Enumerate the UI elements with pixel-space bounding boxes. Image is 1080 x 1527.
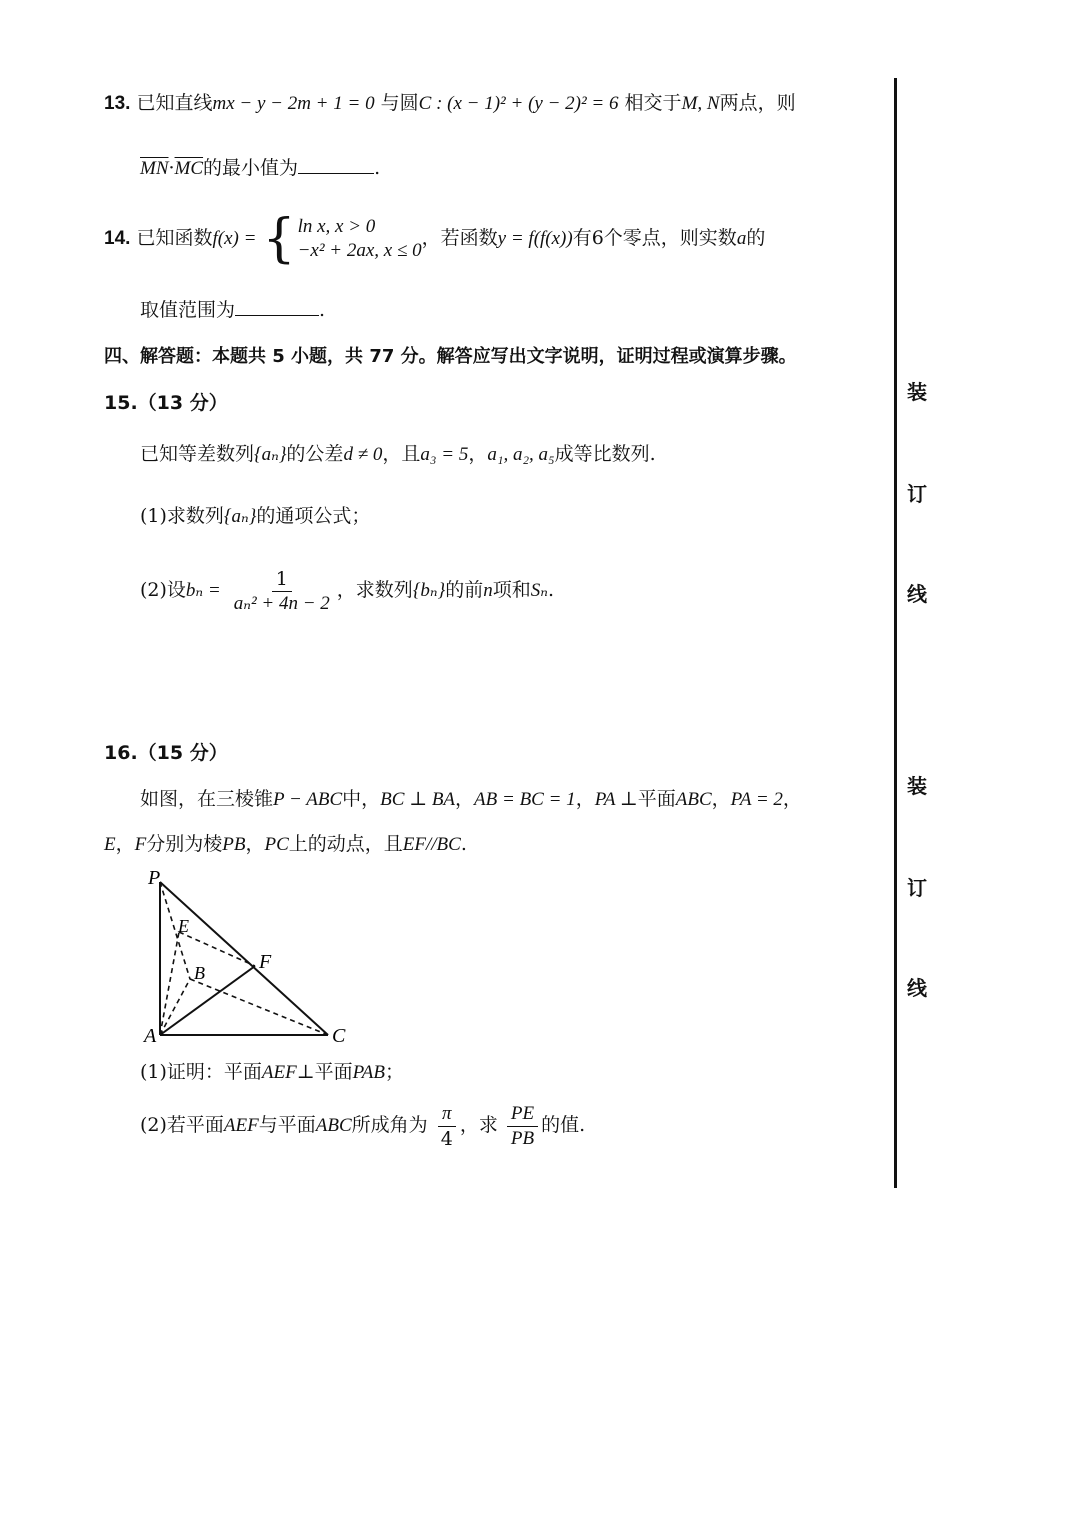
q16-cond-perp: BC ⊥ BA xyxy=(380,789,456,810)
q16-s2-c: ， xyxy=(245,833,265,855)
q16-s1-g: ， xyxy=(782,788,802,810)
q16-s2-a: ， xyxy=(115,833,135,855)
q16-p1-b: 平面 xyxy=(314,1061,353,1083)
q15-p2-seq: {bₙ} xyxy=(412,580,446,601)
q13-line2 xyxy=(140,155,380,182)
q15-stem-c: ，且 xyxy=(382,443,421,465)
q16-s2-b: 分别为棱 xyxy=(146,833,223,855)
q15-p2-a: (2)设 xyxy=(140,579,186,601)
q14-tail: 有6个零点，则实数 xyxy=(572,227,737,249)
q14-fx: f(x) = xyxy=(212,228,257,249)
q15-p2-b: ，求数列 xyxy=(336,579,413,601)
q14-number: 14. xyxy=(104,228,131,249)
q14-case-2: −x² + 2ax, x ≤ 0 xyxy=(297,240,422,261)
q14-intro: 已知函数 xyxy=(136,227,213,249)
q13-circle-equation: C : (x − 1)² + (y − 2)² = 6 xyxy=(418,93,619,114)
q16-s1-b: 中， xyxy=(342,788,381,810)
q16-p1-aef: AEF xyxy=(261,1062,297,1083)
binding-line xyxy=(894,78,897,1188)
q15-seq: {aₙ} xyxy=(254,444,287,465)
q16-p1-end: ； xyxy=(385,1061,405,1083)
q15-p2-c: 的前 xyxy=(445,579,484,601)
q15-stem-a: 已知等差数列 xyxy=(140,443,255,465)
edge-ef xyxy=(179,932,255,966)
left-brace-icon: { xyxy=(262,209,296,269)
label-e: E xyxy=(178,916,189,936)
section-4-title: 四、解答题：本题共 5 小题，共 77 分。解答应写出文字说明，证明过程或演算步骤。 xyxy=(104,346,797,367)
q13-number: 13. xyxy=(104,93,131,114)
q15-part1 xyxy=(140,503,370,530)
q16-p1-pab: PAB xyxy=(352,1062,386,1083)
q16-s1-d: ， xyxy=(575,788,595,810)
q14-cases xyxy=(298,215,422,263)
q14-piecewise xyxy=(262,209,422,269)
q15-header: 15.（13 分） xyxy=(104,392,228,414)
q14-line1 xyxy=(104,208,765,269)
edge-pc xyxy=(160,882,328,1035)
q15-cond-a3: a₃ = 5 xyxy=(420,444,469,465)
q15-cond-geo: a₁, a₂, a₅ xyxy=(487,444,555,465)
q15-p2-bn: bₙ = xyxy=(185,580,221,601)
q15-p2-d: 项和 xyxy=(492,579,531,601)
q13-dot: · xyxy=(168,157,175,179)
q13-end: . xyxy=(374,157,381,179)
q14-range-text: 取值范围为 xyxy=(140,299,236,321)
q15-stem-d: ， xyxy=(468,443,488,465)
q13-text-a: 已知直线 xyxy=(136,92,213,114)
q16-part2 xyxy=(140,1097,585,1154)
q13-text-c: 相交于 xyxy=(624,92,682,114)
q16-part1 xyxy=(140,1059,404,1086)
q15-p2-sn: Sₙ xyxy=(530,580,548,601)
q16-ef-parallel: EF//BC xyxy=(402,834,461,855)
q16-s1-f: ， xyxy=(711,788,731,810)
q16-ratio-fraction xyxy=(507,1102,538,1151)
margin-char-top-1: 装 xyxy=(907,380,927,404)
q15-stem xyxy=(140,441,656,468)
q14-end: . xyxy=(319,299,326,321)
q16-p1-a: (1)证明：平面 xyxy=(140,1061,262,1083)
q15-p1-a: (1)求数列 xyxy=(140,505,224,527)
q16-s1-c: ， xyxy=(455,788,475,810)
margin-char-top-2: 订 xyxy=(907,482,927,506)
label-a: A xyxy=(144,1025,157,1047)
edge-bc xyxy=(190,979,328,1035)
q16-e: E xyxy=(104,834,116,855)
q13-text-d: 两点，则 xyxy=(719,92,796,114)
q13-vector-mc: $\overline{MC}$ xyxy=(174,158,204,179)
label-b: B xyxy=(194,963,205,983)
q14-tail2: 的 xyxy=(746,227,766,249)
q16-p2-aef: AEF xyxy=(223,1115,259,1136)
q16-plane-abc: ABC xyxy=(675,789,712,810)
q13-vector-mn: $\overline{MN}$ xyxy=(140,158,169,179)
q14-composite: y = f(f(x)) xyxy=(497,228,573,249)
q16-p2-a: (2)若平面 xyxy=(140,1114,224,1136)
margin-char-top-3: 线 xyxy=(907,582,927,606)
q16-pyramid-figure xyxy=(140,862,360,1052)
q15-p2-denominator: aₙ² + 4n − 2 xyxy=(233,592,330,614)
q14-mid: ，若函数 xyxy=(421,227,498,249)
q16-p2-abc: ABC xyxy=(315,1115,352,1136)
q16-cond-lengths: AB = BC = 1 xyxy=(474,789,576,810)
q14-var-a: a xyxy=(736,228,747,249)
q16-cond-pa-perp: PA ⊥ xyxy=(594,789,638,810)
q15-p1-b: 的通项公式； xyxy=(256,505,371,527)
edge-ae xyxy=(160,932,179,1035)
q16-s1-e: 平面 xyxy=(637,788,676,810)
margin-char-bottom-1: 装 xyxy=(907,774,927,798)
q15-stem-b: 的公差 xyxy=(286,443,344,465)
q13-line1 xyxy=(104,90,796,117)
q16-s2-d: 上的动点，且 xyxy=(288,833,403,855)
q15-p2-fraction xyxy=(230,567,334,616)
q16-p2-c: 所成角为 xyxy=(351,1114,428,1136)
q14-case-1: ln x, x > 0 xyxy=(297,216,376,237)
q15-part2 xyxy=(140,562,554,619)
q16-angle-num: π xyxy=(438,1102,456,1127)
q16-angle-fraction xyxy=(437,1102,457,1151)
margin-char-bottom-2: 订 xyxy=(907,876,927,900)
q16-stem-line1 xyxy=(140,786,802,813)
q15-p1-seq: {aₙ} xyxy=(223,506,257,527)
q13-text-b: 与圆 xyxy=(380,92,419,114)
q16-p2-e: 的值. xyxy=(541,1114,586,1136)
q14-answer-blank xyxy=(235,297,319,316)
q16-cond-pa: PA = 2 xyxy=(730,789,783,810)
q15-cond-d: d ≠ 0 xyxy=(343,444,383,465)
q16-angle-den: 4 xyxy=(440,1127,453,1150)
q15-p2-numerator: 1 xyxy=(272,567,292,592)
q13-text-min: 的最小值为 xyxy=(203,157,299,179)
q16-header: 16.（15 分） xyxy=(104,742,228,764)
label-p: P xyxy=(148,867,161,889)
q16-f: F xyxy=(134,834,147,855)
q16-stem-line2 xyxy=(104,831,467,858)
q16-ratio-den: PB xyxy=(510,1127,535,1149)
q14-line2 xyxy=(140,297,325,323)
q16-s1-a: 如图，在三棱锥 xyxy=(140,788,274,810)
q13-answer-blank xyxy=(298,155,374,174)
q13-line-equation: mx − y − 2m + 1 = 0 xyxy=(212,93,375,114)
q16-p2-b: 与平面 xyxy=(258,1114,316,1136)
label-c: C xyxy=(332,1025,346,1047)
q15-p2-n: n xyxy=(483,580,493,601)
q16-p2-d: ，求 xyxy=(459,1114,498,1136)
q15-stem-e: 成等比数列. xyxy=(554,443,656,465)
q16-pc: PC xyxy=(264,834,289,855)
q13-points: M, N xyxy=(681,93,720,114)
q16-pb: PB xyxy=(222,834,246,855)
q16-p1-perp: ⊥ xyxy=(296,1061,315,1083)
q16-pyramid: P − ABC xyxy=(273,789,343,810)
q16-ratio-num: PE xyxy=(507,1102,538,1127)
q16-s2-end: . xyxy=(460,833,467,855)
q15-p2-end: . xyxy=(547,579,554,601)
label-f: F xyxy=(259,951,272,973)
margin-char-bottom-3: 线 xyxy=(907,976,927,1000)
edge-af xyxy=(160,966,255,1035)
